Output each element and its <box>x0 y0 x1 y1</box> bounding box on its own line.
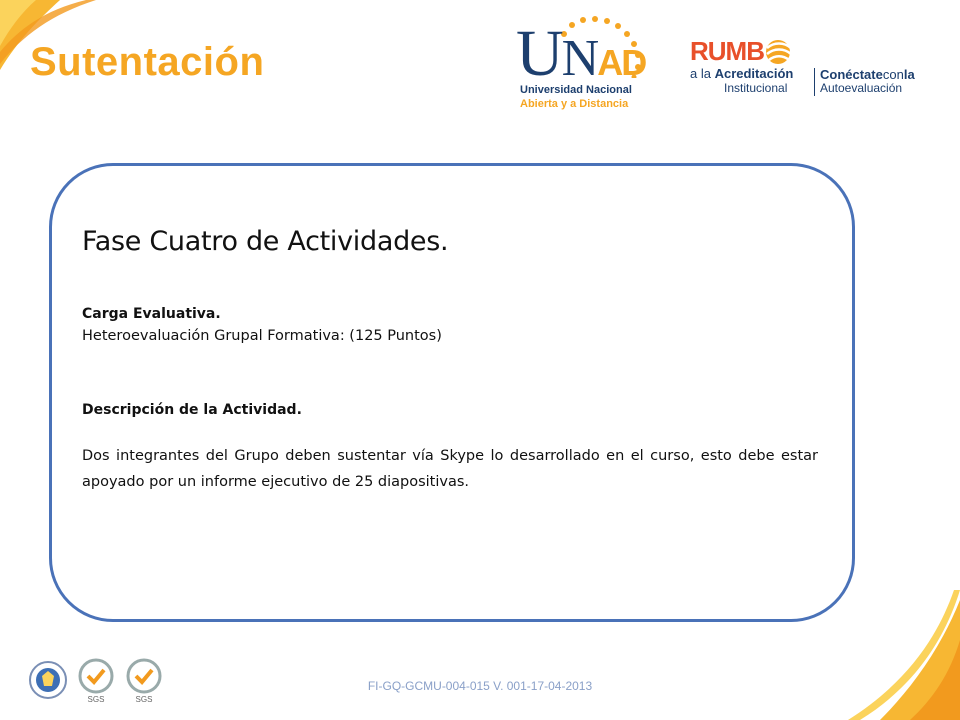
rumbo-right1-end: la <box>903 67 915 82</box>
slide-title: Sutentación <box>30 40 265 84</box>
rumbo-acreditacion-logo <box>690 36 930 106</box>
rumbo-line2-pre: a la <box>690 66 715 81</box>
footer-code: FI-GQ-GCMU-004-015 V. 001-17-04-2013 <box>367 679 593 693</box>
content-body <box>82 226 818 495</box>
descripcion-text: Dos integrantes del Grupo deben sustentar vía Skype lo desarrollado en el curso, esto debe estar apoyado por un informe ejecutivo de 25 diapositivas. <box>82 448 818 490</box>
carga-label: Carga Evaluativa. <box>82 306 221 322</box>
corner-swoosh-bottom-right <box>840 590 960 720</box>
activity-heading: Fase Cuatro de Actividades. <box>82 226 449 257</box>
sgs-label-2: SGS <box>135 695 153 704</box>
rumbo-right1-bold: Conéctate <box>820 67 883 82</box>
unad-letter-n: N <box>561 30 598 87</box>
carga-value: Heteroevaluación Grupal Formativa: (125 Puntos) <box>82 328 442 344</box>
rumbo-right2: Autoevaluación <box>820 81 903 95</box>
rumbo-line2-bold: Acreditación <box>714 66 794 81</box>
rumbo-separator <box>814 68 815 96</box>
globe-icon <box>764 38 794 66</box>
sgs-label-1: SGS <box>87 695 105 704</box>
rumbo-word: RUMB <box>690 36 764 66</box>
unad-logo <box>516 18 646 110</box>
unad-line1: Universidad Nacional <box>520 84 632 96</box>
rumbo-right1-mid: con <box>882 67 904 82</box>
unad-line2: Abierta y a Distancia <box>520 98 629 110</box>
unad-letters-ad: AD <box>597 42 646 83</box>
rumbo-line3: Institucional <box>724 81 788 95</box>
unad-letter-u: U <box>516 17 562 90</box>
descripcion-label: Descripción de la Actividad. <box>82 402 302 418</box>
